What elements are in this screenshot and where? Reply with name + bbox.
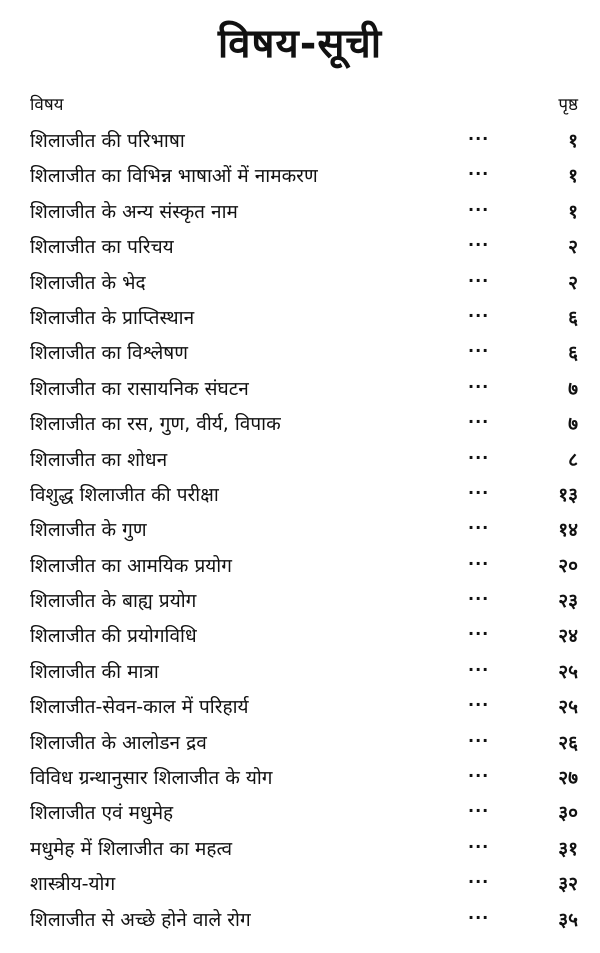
toc-entry-title: शिलाजीत एवं मधुमेह xyxy=(30,802,174,825)
toc-entry-title: शिलाजीत का विश्लेषण xyxy=(30,342,188,365)
toc-entry-title: शिलाजीत का रासायनिक संघटन xyxy=(30,377,249,400)
toc-entry-title: शिलाजीत का परिचय xyxy=(30,236,174,259)
toc-entry-title: शिलाजीत की प्रयोगविधि xyxy=(30,625,197,648)
toc-page-number: २५ xyxy=(558,660,578,683)
toc-entry-title: शास्त्रीय-योग xyxy=(30,873,116,896)
toc-leader-dots: ··· xyxy=(468,270,490,290)
toc-leader-dots: ··· xyxy=(468,341,490,361)
toc-entry xyxy=(30,301,578,336)
toc-page-number: १ xyxy=(568,165,578,188)
toc-page-number: ३५ xyxy=(558,908,578,931)
toc-entry-title: शिलाजीत के गुण xyxy=(30,519,147,542)
toc-entry-title: विशुद्ध शिलाजीत की परीक्षा xyxy=(30,483,219,506)
toc-leader-dots: ··· xyxy=(468,695,490,715)
toc-entry xyxy=(30,832,578,867)
toc-leader-dots: ··· xyxy=(468,129,490,148)
toc-page-number: २७ xyxy=(558,767,578,790)
toc-leader-dots: ··· xyxy=(468,447,490,467)
toc-entry xyxy=(30,796,578,831)
toc-entry xyxy=(30,195,578,230)
column-header-row xyxy=(30,92,578,118)
toc-entry-title: शिलाजीत की मात्रा xyxy=(30,660,159,683)
toc-leader-dots: ··· xyxy=(468,412,490,432)
toc-entry xyxy=(30,478,578,513)
toc-entry xyxy=(30,159,578,194)
toc-entry-title: शिलाजीत की परिभाषा xyxy=(30,130,185,152)
toc-entry-title: शिलाजीत-सेवन-काल में परिहार्य xyxy=(30,696,249,719)
toc-entry xyxy=(30,549,578,584)
toc-page-number: ६ xyxy=(568,342,578,365)
toc-entry-title: शिलाजीत से अच्छे होने वाले रोग xyxy=(30,908,251,931)
toc-entry xyxy=(30,124,578,159)
toc-leader-dots: ··· xyxy=(468,801,490,821)
toc-entry-title: विविध ग्रन्थानुसार शिलाजीत के योग xyxy=(30,767,273,790)
toc-leader-dots: ··· xyxy=(468,836,490,856)
toc-page-number: १ xyxy=(568,200,578,223)
toc-page-number: २४ xyxy=(558,625,578,648)
toc-entry xyxy=(30,230,578,265)
toc-entry-title: शिलाजीत का विभिन्न भाषाओं में नामकरण xyxy=(30,165,318,188)
toc-page-number: २ xyxy=(568,271,578,294)
toc-entry xyxy=(30,867,578,902)
toc-entry xyxy=(30,690,578,725)
toc-leader-dots: ··· xyxy=(468,730,490,750)
toc-entry xyxy=(30,372,578,407)
toc-leader-dots: ··· xyxy=(468,376,490,396)
toc-page-number: ३१ xyxy=(558,837,578,860)
toc-leader-dots: ··· xyxy=(468,235,490,255)
toc-page-number: २६ xyxy=(558,731,578,754)
toc-entry xyxy=(30,655,578,690)
toc-entry xyxy=(30,761,578,796)
toc-leader-dots: ··· xyxy=(468,766,490,786)
page-column-header: पृष्ठ xyxy=(558,95,578,115)
toc-page-number: ३२ xyxy=(558,873,578,896)
toc-entry-title: मधुमेह में शिलाजीत का महत्व xyxy=(30,837,233,860)
toc-entry xyxy=(30,584,578,619)
toc-leader-dots: ··· xyxy=(468,305,490,325)
toc-entry-title: शिलाजीत के अन्य संस्कृत नाम xyxy=(30,200,238,223)
toc-entry-title: शिलाजीत का आमयिक प्रयोग xyxy=(30,554,232,577)
toc-page-number: ७ xyxy=(568,377,578,400)
toc-page-number: २० xyxy=(558,554,578,577)
toc-entry xyxy=(30,619,578,654)
toc-page-number: १४ xyxy=(558,519,578,542)
toc-leader-dots: ··· xyxy=(468,164,490,184)
toc-page-number: २३ xyxy=(558,590,578,613)
toc-entry xyxy=(30,336,578,371)
toc-page-number: १ xyxy=(568,130,578,152)
toc-entry xyxy=(30,407,578,442)
toc-page-number: ६ xyxy=(568,306,578,329)
toc-page-number: २ xyxy=(568,236,578,259)
toc-page-number: ८ xyxy=(568,448,578,471)
toc-entry-title: शिलाजीत के बाह्य प्रयोग xyxy=(30,590,197,613)
toc-page-number: ७ xyxy=(568,413,578,436)
toc-entry xyxy=(30,443,578,478)
toc-leader-dots: ··· xyxy=(468,872,490,892)
toc-entry xyxy=(30,266,578,301)
subject-column-header: विषय xyxy=(30,95,64,115)
toc-entry-title: शिलाजीत के प्राप्तिस्थान xyxy=(30,306,195,329)
table-of-contents xyxy=(30,124,578,938)
toc-entry-title: शिलाजीत का रस, गुण, वीर्य, विपाक xyxy=(30,413,281,436)
toc-entry-title: शिलाजीत के भेद xyxy=(30,271,146,294)
toc-leader-dots: ··· xyxy=(468,518,490,538)
toc-entry xyxy=(30,726,578,761)
toc-entry-title: शिलाजीत का शोधन xyxy=(30,448,168,471)
toc-leader-dots: ··· xyxy=(468,589,490,609)
toc-entry xyxy=(30,903,578,938)
toc-page-number: २५ xyxy=(558,696,578,719)
toc-leader-dots: ··· xyxy=(468,907,490,927)
toc-leader-dots: ··· xyxy=(468,624,490,644)
toc-leader-dots: ··· xyxy=(468,553,490,573)
toc-page-number: १३ xyxy=(558,483,578,506)
toc-leader-dots: ··· xyxy=(468,659,490,679)
toc-entry xyxy=(30,513,578,548)
toc-entry-title: शिलाजीत के आलोडन द्रव xyxy=(30,731,207,754)
toc-page-number: ३० xyxy=(558,802,578,825)
toc-leader-dots: ··· xyxy=(468,199,490,219)
toc-leader-dots: ··· xyxy=(468,482,490,502)
page-title: विषय-सूची xyxy=(217,21,383,67)
